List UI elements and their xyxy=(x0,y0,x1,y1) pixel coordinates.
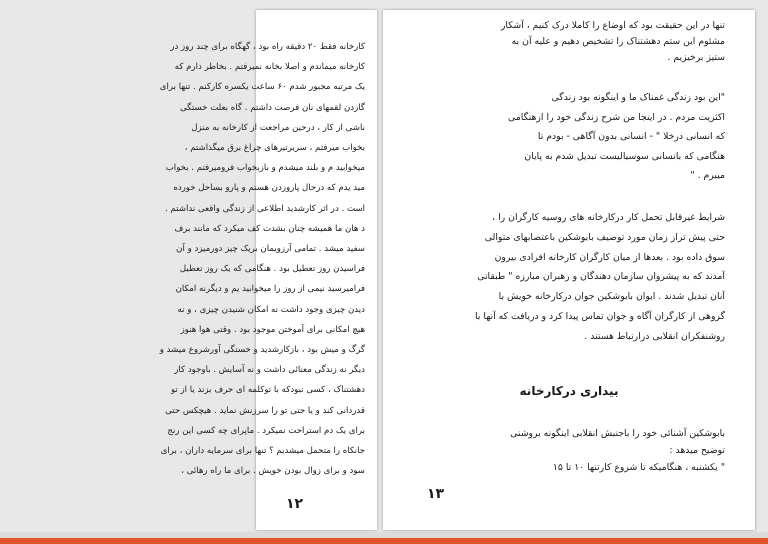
text-line: دیگر نه زندگی معنائی داشت و نه آسایش . باوجود کار xyxy=(174,365,365,376)
text-line: سود و برای زوال بودن خویش . برای ما راه رهائی ، xyxy=(181,466,365,477)
text-line: هنگامی که بانسانی سوسیالیست تبدیل شدم به پایان xyxy=(524,150,725,162)
text-line: است . در اثر کارشدید اطلاعی از زندگی واقعی نداشتم . xyxy=(164,203,365,214)
text-line: شرایط غیرقابل تحمل کار درکارخانه های روسیه کارگران را ، xyxy=(492,212,725,223)
text-line: کارخانه فقط ۲۰ دقیقه راه بود ، گهگاه برای چند روز در xyxy=(170,42,365,52)
text-line: مید یدم که درحال پاروزدن هستم و پارو بساحل خورده xyxy=(173,183,365,194)
text-line: سوق داده بود . بعدها از میان کارگران کارخانه افرادی بیرون xyxy=(494,251,725,263)
text-line: بخواب میرفتم ، سربرتیرهای چراغ برق میگذاشتم ، xyxy=(184,143,365,153)
left-page-text xyxy=(159,10,377,530)
right-page-number: ۱۳ xyxy=(427,486,445,502)
bottom-accent-bar xyxy=(0,538,768,544)
text-line: میبرم . " xyxy=(690,170,725,181)
text-line: قدردانی کند و یا حتی تو را سرزنش نماید . هیچکس حتی xyxy=(165,405,365,416)
text-line: گرگ و میش بود ، بازکارشدید و خستگی آورشروع میشد و xyxy=(159,345,365,355)
text-line: حتی پیش تراز زمان مورد توصیف بابوشکین باعتصابهای متوالی xyxy=(484,231,725,243)
text-line: د هان ما همیشه چنان بشدت کف میکرد که مانند برف xyxy=(174,223,365,234)
section-heading: بیداری درکارخانه xyxy=(519,384,619,398)
right-page-text xyxy=(383,10,755,530)
text-line: گازدن لقمهای نان فرصت داشتم . گاه بعلت خستگی xyxy=(180,102,365,113)
text-line: ناشی از کار ، درحین مراجعت از کارخانه به منزل xyxy=(191,122,365,133)
text-line: "این بود زندگی غمناک ما و اینگونه بود زندگی xyxy=(551,92,725,103)
text-line: هیچ امکانی برای آموختن موجود بود . وقتی هوا هنوز xyxy=(180,324,365,335)
left-page-number: ۱۲ xyxy=(286,496,304,512)
text-line: کارخانه میماندم و اصلا بخانه نمیرفتم . بخاطر دارم که xyxy=(174,62,365,73)
text-line: توضیح میدهد : xyxy=(669,445,725,456)
text-line: " یکشنبه ، هنگامیکه تا شروع کارتنها ۱۰ تا ۱۵ xyxy=(552,462,725,473)
text-line: فراسیدن روز تعطیل بود . هنگامی که یک روز تعطیل xyxy=(179,264,365,275)
text-line: میخوابید م و بلند میشدم و بازبخواب فرومیرفتم . بخواب xyxy=(165,163,365,174)
text-line: آمدند که به پیشروان سازمان دهندگان و رهبران مبارزه " طبقاتی xyxy=(477,271,725,283)
text-line: تنها در این حقیقت بود که اوضاع را کاملا درک کنیم ، آشکار xyxy=(500,20,725,31)
text-line: ستیز برخیزیم . xyxy=(667,52,725,63)
text-line: بابوشکین آشنائی خود را باجنبش انقلابی اینگونه بروشنی xyxy=(510,428,725,439)
text-line: فرامیرسید نیمی از روز را میخوابید یم و دیگرنه امکان xyxy=(175,284,365,295)
text-line: آنان تبدیل شدند . ایوان بابوشکین جوان درکارخانه خویش با xyxy=(498,291,725,303)
text-line: دیدن چیزی وجود داشت نه امکان شنیدن چیزی ، و نه xyxy=(177,304,365,315)
text-line: جانکاه را متحمل میشدیم ؟ تنها برای سرمایه داران ، برای xyxy=(160,446,365,456)
text-line: سفید میشد . تمامی آرزویمان بریک چیز دورمیزد و آن xyxy=(176,244,365,254)
text-line: اکثریت مردم . در اینجا من شرح زندگی خود را ازهنگامی xyxy=(508,111,725,123)
text-line: روشنفکران انقلابی درارتباط هستند . xyxy=(584,330,725,342)
text-line: که انسانی درخلا " - انسانی بدون آگاهی - بودم تا xyxy=(537,131,725,142)
text-line: مشئوم این ستم دهشتناک را تشخیص دهیم و علیه آن به xyxy=(511,36,725,47)
text-line: یک مرتبه مجبور شدم ۶۰ ساعت یکسره کارکنم . تنها برای xyxy=(159,82,365,93)
text-line: دهشتناک ، کسی نبودکه با توکلمه ای حرف بزند یا از تو xyxy=(170,385,365,396)
text-line: برای یک دم استراحت نمیکرد . ماپرای چه کسی این رنج xyxy=(167,425,365,436)
text-line: گروهی از کارگران آگاه و جوان تماس پیدا کرد و دریافت که آنها با xyxy=(475,311,725,322)
